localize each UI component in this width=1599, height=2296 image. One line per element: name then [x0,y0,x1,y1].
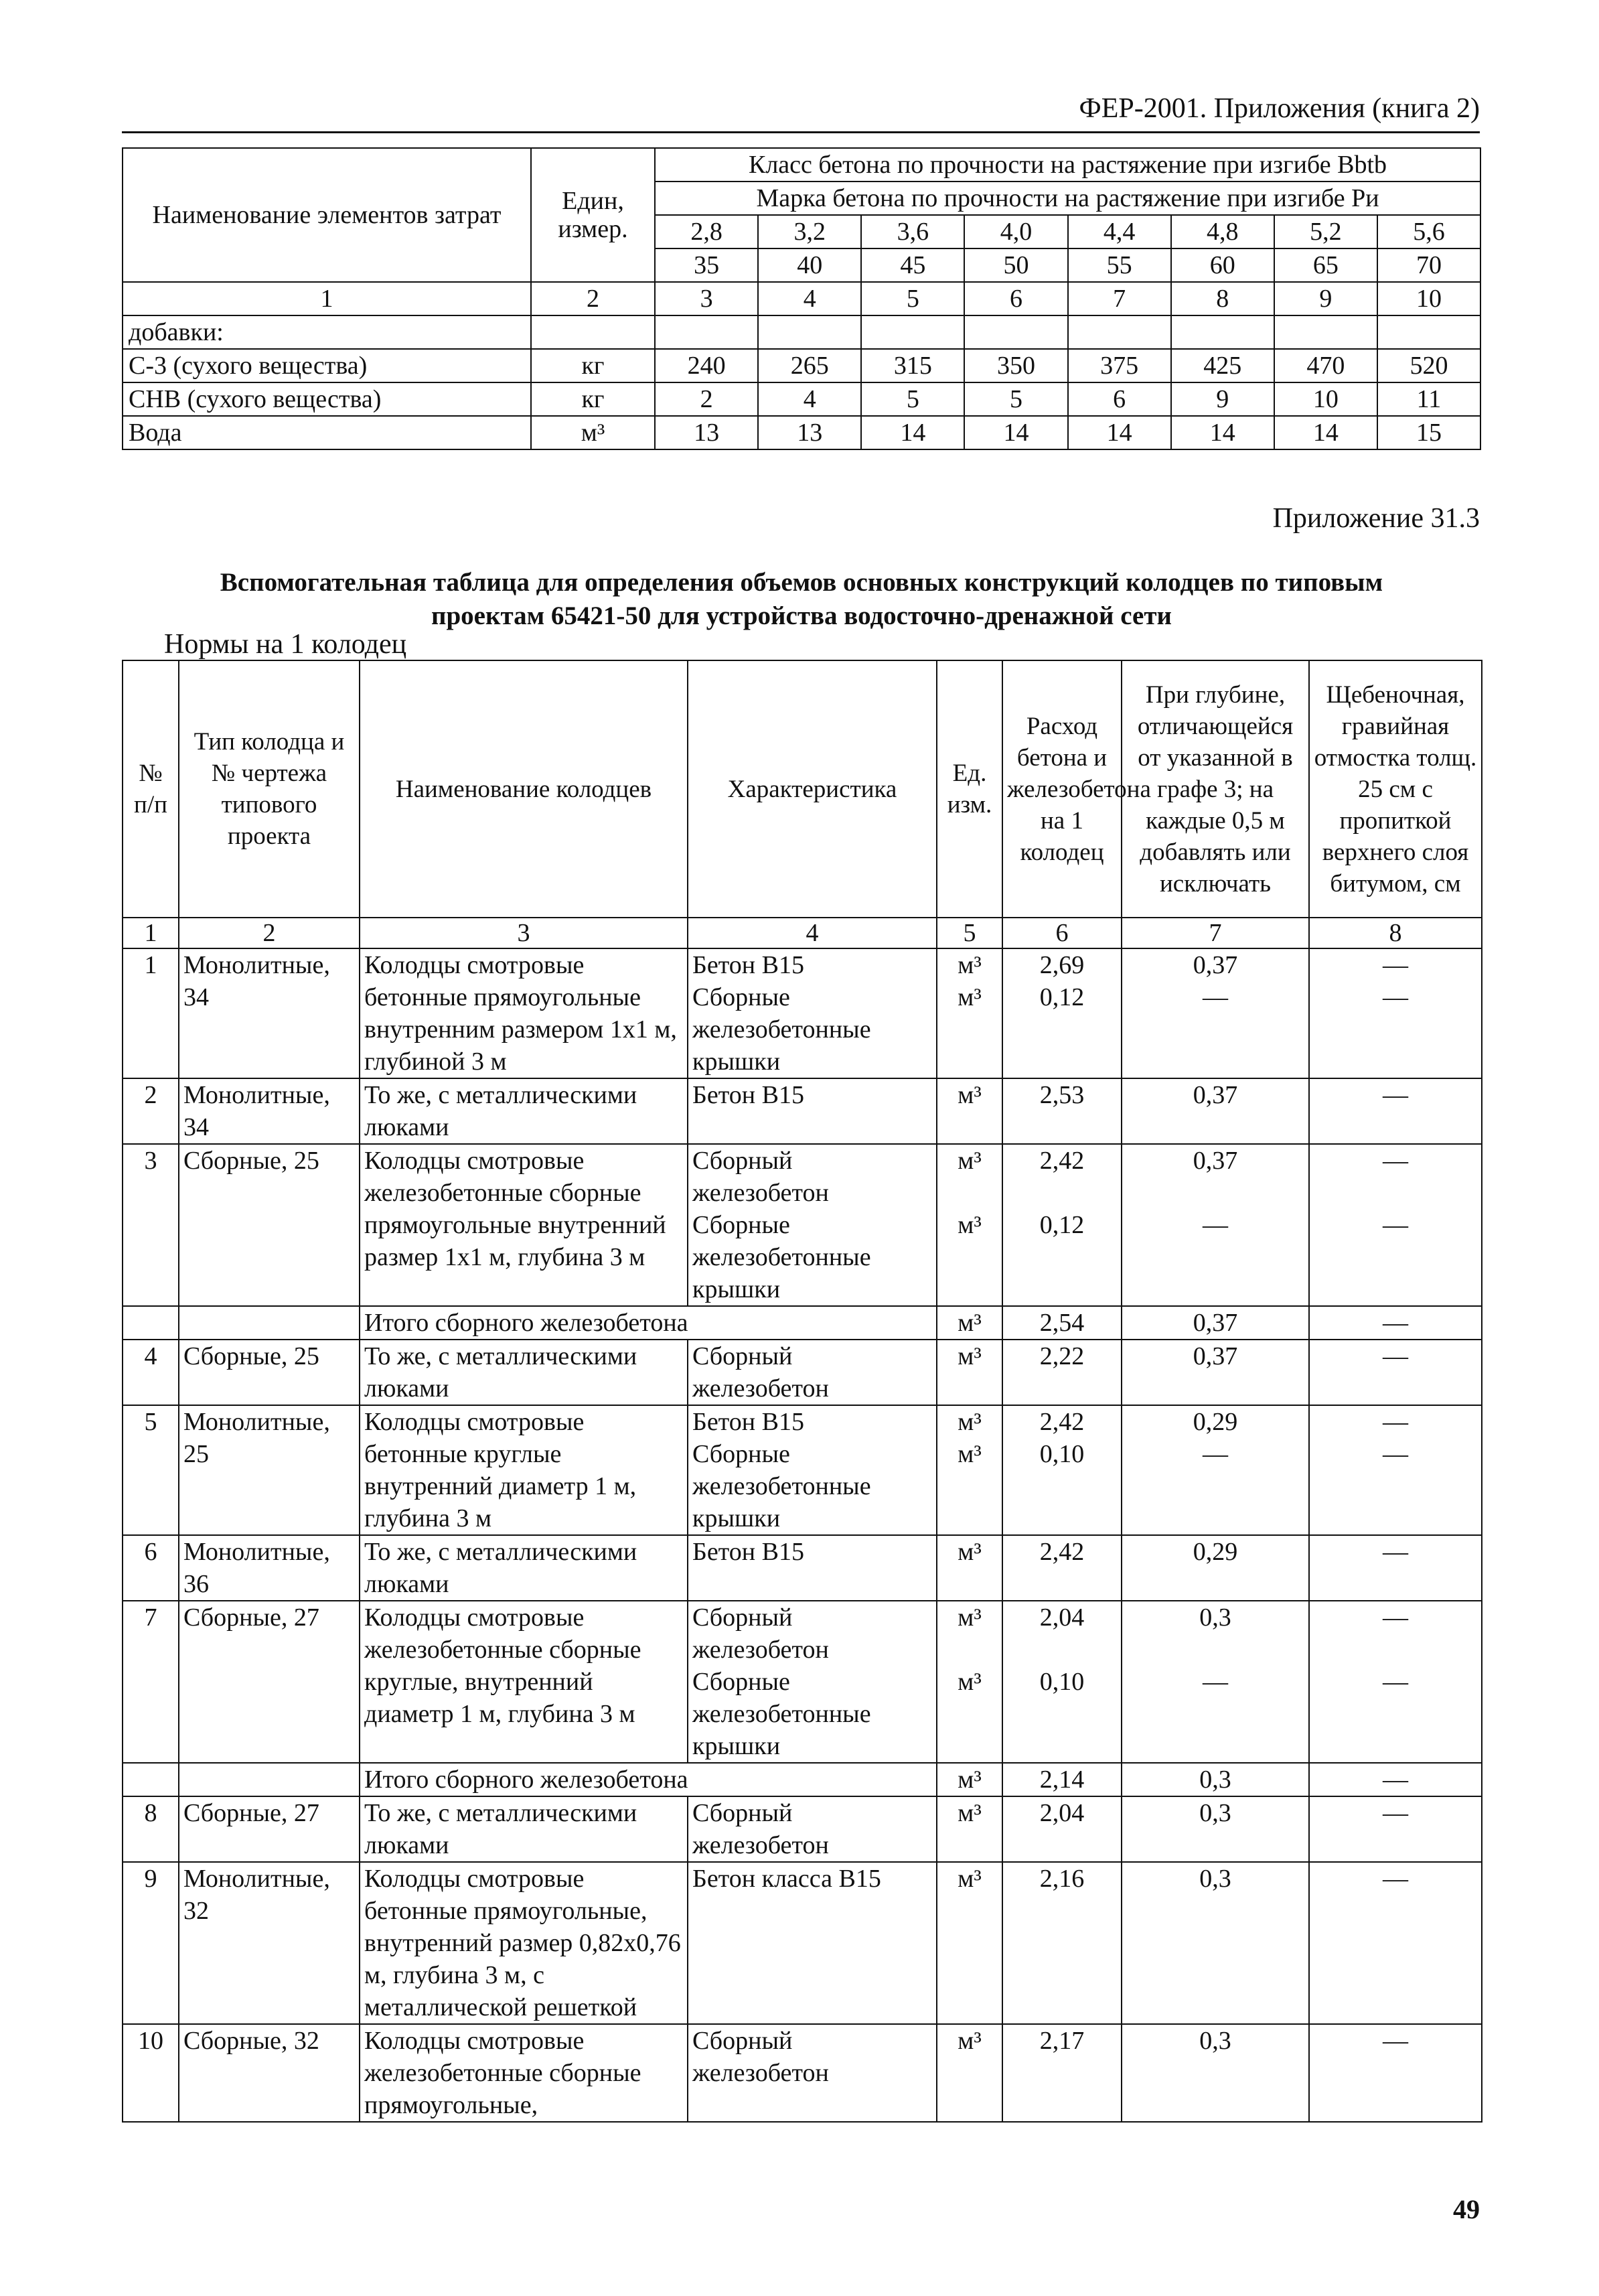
additive-value: 240 [655,349,758,382]
empty-cell [179,1763,360,1796]
concrete-rate: 2,54 [1039,1309,1085,1337]
characteristic-cell [688,1144,937,1306]
gravel-bedding-cell [1309,1405,1482,1535]
additive-value: 6 [1068,382,1171,416]
depth-adjustment: 0,37 [1193,1309,1238,1337]
gravel-bedding-cell [1309,1535,1482,1601]
class-value: 3,2 [758,215,861,248]
characteristic: Сборные железобетонные крышки [692,1668,871,1760]
gravel-bedding-cell [1309,1601,1482,1763]
unit: м³ [958,1766,982,1794]
gravel-bedding-cell [1309,948,1482,1078]
unit-cell [937,1601,1002,1763]
table-row [123,1340,1482,1405]
concrete-rate-cell [1002,1535,1122,1601]
well-type: Монолитные, 25 [179,1405,360,1535]
total-label: Итого сборного железобетона [360,1306,937,1340]
gravel-bedding-cell [1309,2024,1482,2122]
well-type: Сборные, 27 [179,1796,360,1862]
additive-value: 375 [1068,349,1171,382]
depth-adjustment: 0,37 [1193,951,1238,979]
unit-cell [937,2024,1002,2122]
additive-value: 315 [861,349,964,382]
t2-header-row [123,660,1482,918]
depth-adjustment-cell [1122,1144,1309,1306]
unit: м³ [958,1440,982,1468]
gravel-bedding-cell [1309,1340,1482,1405]
gravel-bedding: — [1383,1309,1408,1337]
gravel-bedding: — [1383,1408,1408,1436]
concrete-rate-cell [1002,1763,1122,1796]
wells-volume-table [122,660,1482,2123]
concrete-rate: 2,42 [1039,1408,1085,1436]
characteristic-cell [688,1535,937,1601]
row-number: 2 [123,1078,179,1144]
depth-adjustment: — [1203,1440,1228,1468]
col-number: 5 [937,918,1002,948]
unit: м³ [958,1408,982,1436]
well-name: Колодцы смотровые бетонные прямоугольные, внутренний размер 0,82х0,76 м, глубина 3 м, с металлической решеткой [360,1862,688,2024]
characteristic-cell [688,2024,937,2122]
row-number: 10 [123,2024,179,2122]
additive-value: 14 [1171,416,1274,449]
well-type: Монолитные, 34 [179,948,360,1078]
row-number: 6 [123,1535,179,1601]
well-name: То же, с металлическими люками [360,1340,688,1405]
table-row [123,1078,1482,1144]
class-value: 2,8 [655,215,758,248]
mark-value: 55 [1068,248,1171,282]
gravel-bedding: — [1383,1766,1408,1794]
concrete-rate-cell [1002,1306,1122,1340]
additive-unit: кг [531,382,655,416]
well-type: Сборные, 27 [179,1601,360,1763]
t1-mark-title: Марка бетона по прочности на растяжение при изгибе Ри [655,182,1480,215]
unit: м³ [958,1309,982,1337]
table-row [123,2024,1482,2122]
characteristic: Сборный железобетон [692,1799,829,1859]
gravel-bedding: — [1383,2027,1408,2055]
concrete-rate: 0,12 [1039,983,1085,1011]
gravel-bedding: — [1383,1799,1408,1827]
concrete-rate: 2,42 [1039,1147,1085,1175]
characteristic: Бетон В15 [692,1408,804,1436]
gravel-bedding: — [1383,1211,1408,1239]
concrete-rate: 0,10 [1039,1440,1085,1468]
t1-header-unit: Един, измер. [531,148,655,282]
t2-data-rows [123,948,1482,2122]
col-number: 6 [1002,918,1122,948]
row-number: 5 [123,1405,179,1535]
col-number: 3 [360,918,688,948]
well-type: Монолитные, 34 [179,1078,360,1144]
mark-value: 70 [1377,248,1480,282]
t2-header-no: № п/п [123,660,179,918]
gravel-bedding-cell [1309,1862,1482,2024]
mark-value: 45 [861,248,964,282]
depth-adjustment: 0,3 [1199,1865,1231,1893]
unit: м³ [958,951,982,979]
gravel-bedding-cell [1309,1306,1482,1340]
mark-value: 60 [1171,248,1274,282]
empty-cell [179,1306,360,1340]
unit-cell [937,1763,1002,1796]
well-name: То же, с металлическими люками [360,1796,688,1862]
total-row [123,1306,1482,1340]
table-row [123,1535,1482,1601]
additive-value: 5 [861,382,964,416]
depth-adjustment-cell [1122,1340,1309,1405]
gravel-bedding: — [1383,1603,1408,1632]
col-number: 1 [123,918,179,948]
characteristic-cell [688,1340,937,1405]
concrete-rate: 0,12 [1039,1211,1085,1239]
page-number: 49 [1453,2194,1480,2224]
depth-adjustment-cell [1122,1535,1309,1601]
t1-class-title: Класс бетона по прочности на растяжение при изгибе Bbtb [655,148,1480,182]
concrete-rate: 2,22 [1039,1342,1085,1370]
well-name: Колодцы смотровые бетонные прямоугольные внутренним размером 1х1 м, глубиной 3 м [360,948,688,1078]
unit-cell [937,1340,1002,1405]
additive-value: 4 [758,382,861,416]
t2-header-gravel: Щебеночная, гравийная отмостка толщ. 25 см с пропиткой верхнего слоя битумом, см [1309,660,1482,918]
depth-adjustment: 0,3 [1199,2027,1231,2055]
characteristic: Бетон В15 [692,1538,804,1566]
col-number: 3 [655,282,758,315]
unit-cell [937,948,1002,1078]
concrete-rate: 2,17 [1039,2027,1085,2055]
characteristic-cell [688,1405,937,1535]
mark-value: 35 [655,248,758,282]
additive-value: 15 [1377,416,1480,449]
characteristic-cell [688,1078,937,1144]
row-number: 8 [123,1796,179,1862]
concrete-rate-cell [1002,1601,1122,1763]
well-name: Колодцы смотровые железобетонные сборные круглые, внутренний диаметр 1 м, глубина 3 м [360,1601,688,1763]
col-number: 6 [964,282,1067,315]
characteristic-cell [688,1862,937,2024]
table-row [123,1144,1482,1306]
concrete-rate-cell [1002,2024,1122,2122]
unit: м³ [958,1081,982,1109]
characteristic: Сборные железобетонные крышки [692,1440,871,1532]
concrete-additives-table [122,147,1481,450]
table-title [122,566,1481,633]
additive-name: Вода [123,416,531,449]
unit-cell [937,1405,1002,1535]
depth-adjustment: 0,3 [1199,1799,1231,1827]
gravel-bedding: — [1383,983,1408,1011]
total-label: Итого сборного железобетона [360,1763,937,1796]
concrete-rate: 2,69 [1039,951,1085,979]
characteristic: Бетон В15 [692,1081,804,1109]
unit: м³ [958,983,982,1011]
characteristic-cell [688,1796,937,1862]
col-number: 4 [688,918,937,948]
additive-value: 9 [1171,382,1274,416]
empty-cell [123,1763,179,1796]
depth-adjustment-cell [1122,1796,1309,1862]
depth-adjustment: — [1203,1211,1228,1239]
mark-value: 40 [758,248,861,282]
gravel-bedding-cell [1309,1078,1482,1144]
t2-header-unit: Ед. изм. [937,660,1002,918]
depth-adjustment-cell [1122,1405,1309,1535]
concrete-rate: 2,14 [1039,1766,1085,1794]
class-value: 4,8 [1171,215,1274,248]
characteristic: Сборные железобетонные крышки [692,1211,871,1303]
col-number: 10 [1377,282,1480,315]
additive-unit: кг [531,349,655,382]
title-line-2: проектам 65421-50 для устройства водосточно-дренажной сети [431,601,1172,630]
mark-value: 50 [964,248,1067,282]
row-number: 4 [123,1340,179,1405]
class-value: 4,4 [1068,215,1171,248]
col-number: 1 [123,282,531,315]
unit-cell [937,1862,1002,2024]
additive-value: 13 [655,416,758,449]
additive-row [123,349,1480,382]
running-header: ФЕР-2001. Приложения (книга 2) [1079,93,1480,124]
total-row [123,1763,1482,1796]
col-number: 7 [1122,918,1309,948]
t1-header-name: Наименование элементов затрат [123,148,531,282]
col-number: 2 [179,918,360,948]
well-name: Колодцы смотровые бетонные круглые внутренний диаметр 1 м, глубина 3 м [360,1405,688,1535]
additive-unit: м³ [531,416,655,449]
class-value: 5,6 [1377,215,1480,248]
characteristic: Сборный железобетон [692,1147,829,1207]
row-number: 3 [123,1144,179,1306]
col-number: 2 [531,282,655,315]
well-type: Сборные, 25 [179,1144,360,1306]
characteristic: Бетон В15 [692,951,804,979]
well-type: Монолитные, 36 [179,1535,360,1601]
concrete-rate-cell [1002,1862,1122,2024]
unit: м³ [958,1147,982,1175]
unit-cell [937,1306,1002,1340]
table-row [123,1405,1482,1535]
concrete-rate: 2,16 [1039,1865,1085,1893]
t1-data-rows [123,349,1480,449]
well-type: Сборные, 32 [179,2024,360,2122]
t2-header-depth: При глубине, отличающейся от указанной в графе 3; на каждые 0,5 м добавлять или исключать [1122,660,1309,918]
characteristic-cell [688,1601,937,1763]
concrete-rate-cell [1002,1340,1122,1405]
gravel-bedding: — [1383,1342,1408,1370]
additive-row [123,416,1480,449]
gravel-bedding: — [1383,1440,1408,1468]
additive-value: 14 [861,416,964,449]
col-number: 7 [1068,282,1171,315]
well-name: То же, с металлическими люками [360,1078,688,1144]
concrete-rate: 2,53 [1039,1081,1085,1109]
table-row [123,948,1482,1078]
unit: м³ [958,1211,982,1239]
unit: м³ [958,1342,982,1370]
col-number: 9 [1274,282,1377,315]
t1-column-numbers [123,282,1480,315]
gravel-bedding: — [1383,1147,1408,1175]
gravel-bedding-cell [1309,1796,1482,1862]
class-value: 3,6 [861,215,964,248]
additive-name: С-3 (сухого вещества) [123,349,531,382]
t1-section-row [123,315,1480,349]
unit-cell [937,1144,1002,1306]
additive-value: 520 [1377,349,1480,382]
col-number: 4 [758,282,861,315]
class-value: 4,0 [964,215,1067,248]
concrete-rate: 2,04 [1039,1603,1085,1632]
depth-adjustment-cell [1122,1306,1309,1340]
gravel-bedding: — [1383,1865,1408,1893]
unit-cell [937,1535,1002,1601]
unit: м³ [958,1865,982,1893]
unit-cell [937,1078,1002,1144]
characteristic: Сборный железобетон [692,2027,829,2087]
additive-value: 14 [1068,416,1171,449]
concrete-rate: 2,04 [1039,1799,1085,1827]
characteristic-cell [688,948,937,1078]
mark-value: 65 [1274,248,1377,282]
concrete-rate-cell [1002,1144,1122,1306]
header-rule [122,131,1480,133]
col-number: 8 [1171,282,1274,315]
depth-adjustment: — [1203,983,1228,1011]
well-name: Колодцы смотровые железобетонные сборные прямоугольные, [360,2024,688,2122]
section-label: добавки: [123,315,531,349]
gravel-bedding: — [1383,1668,1408,1696]
unit: м³ [958,2027,982,2055]
col-number: 8 [1309,918,1482,948]
well-name: То же, с металлическими люками [360,1535,688,1601]
additive-value: 11 [1377,382,1480,416]
empty-cell [123,1306,179,1340]
unit: м³ [958,1799,982,1827]
row-number: 9 [123,1862,179,2024]
concrete-rate-cell [1002,948,1122,1078]
title-line-1: Вспомогательная таблица для определения объемов основных конструкций колодцев по типовым [220,568,1383,597]
additive-value: 14 [964,416,1067,449]
depth-adjustment: — [1203,1668,1228,1696]
depth-adjustment: 0,37 [1193,1147,1238,1175]
gravel-bedding: — [1383,951,1408,979]
row-number: 1 [123,948,179,1078]
depth-adjustment-cell [1122,1862,1309,2024]
gravel-bedding: — [1383,1538,1408,1566]
additive-value: 2 [655,382,758,416]
additive-row [123,382,1480,416]
gravel-bedding-cell [1309,1763,1482,1796]
depth-adjustment: 0,29 [1193,1408,1238,1436]
concrete-rate-cell [1002,1405,1122,1535]
additive-value: 13 [758,416,861,449]
t2-column-numbers [123,918,1482,948]
depth-adjustment-cell [1122,1601,1309,1763]
additive-value: 265 [758,349,861,382]
concrete-rate: 0,10 [1039,1668,1085,1696]
concrete-rate-cell [1002,1078,1122,1144]
concrete-rate: 2,42 [1039,1538,1085,1566]
characteristic: Сборный железобетон [692,1603,829,1664]
table-row [123,1601,1482,1763]
additive-name: СНВ (сухого вещества) [123,382,531,416]
depth-adjustment: 0,3 [1199,1603,1231,1632]
t2-header-name: Наименование колодцев [360,660,688,918]
characteristic: Бетон класса В15 [692,1865,881,1893]
depth-adjustment: 0,29 [1193,1538,1238,1566]
norms-caption: Нормы на 1 колодец [164,629,407,660]
additive-value: 350 [964,349,1067,382]
additive-value: 10 [1274,382,1377,416]
depth-adjustment-cell [1122,1078,1309,1144]
col-number: 5 [861,282,964,315]
unit: м³ [958,1603,982,1632]
additive-value: 5 [964,382,1067,416]
t2-header-chars: Характеристика [688,660,937,918]
t2-header-type: Тип колодца и № чертежа типового проекта [179,660,360,918]
table-row [123,1796,1482,1862]
row-number: 7 [123,1601,179,1763]
characteristic: Сборный железобетон [692,1342,829,1403]
unit-cell [937,1796,1002,1862]
unit: м³ [958,1538,982,1566]
characteristic: Сборные железобетонные крышки [692,983,871,1076]
additive-value: 14 [1274,416,1377,449]
concrete-rate-cell [1002,1796,1122,1862]
table-row [123,1862,1482,2024]
unit: м³ [958,1668,982,1696]
well-name: Колодцы смотровые железобетонные сборные прямоугольные внутренний размер 1х1 м, глубина 3 м [360,1144,688,1306]
depth-adjustment-cell [1122,2024,1309,2122]
well-type: Сборные, 25 [179,1340,360,1405]
depth-adjustment-cell [1122,1763,1309,1796]
well-type: Монолитные, 32 [179,1862,360,2024]
gravel-bedding-cell [1309,1144,1482,1306]
appendix-label: Приложение 31.3 [1272,503,1480,534]
gravel-bedding: — [1383,1081,1408,1109]
depth-adjustment: 0,37 [1193,1081,1238,1109]
t2-header-rate: Расход бетона и железобетона на 1 колодец [1002,660,1122,918]
depth-adjustment: 0,3 [1199,1766,1231,1794]
additive-value: 425 [1171,349,1274,382]
additive-value: 470 [1274,349,1377,382]
depth-adjustment-cell [1122,948,1309,1078]
depth-adjustment: 0,37 [1193,1342,1238,1370]
class-value: 5,2 [1274,215,1377,248]
